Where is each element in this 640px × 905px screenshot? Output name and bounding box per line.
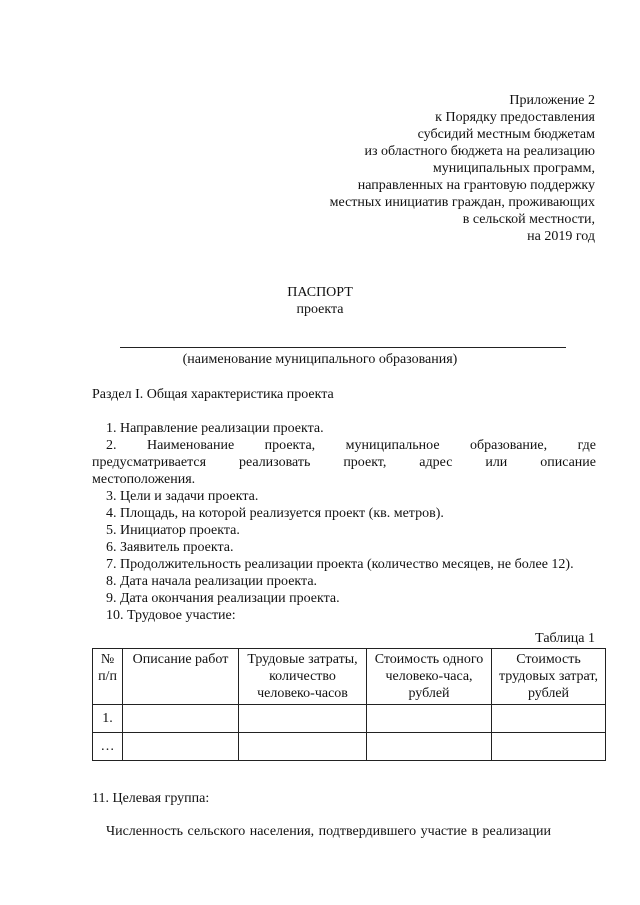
table-cell <box>367 705 492 733</box>
list-item: 6. Заявитель проекта. <box>106 540 234 555</box>
table-cell: … <box>93 733 123 761</box>
list-item: 4. Площадь, на которой реализуется проект (кв. метров). <box>106 506 444 521</box>
section-title: Раздел I. Общая характеристика проекта <box>92 387 334 402</box>
list-item: 10. Трудовое участие: <box>106 608 236 623</box>
municipality-caption: (наименование муниципального образования) <box>182 352 458 367</box>
header-work-description: Описание работ <box>123 649 239 705</box>
table-cell <box>239 733 367 761</box>
table-cell <box>239 705 367 733</box>
appendix-line: направленных на грантовую поддержку <box>357 178 595 193</box>
items-list <box>92 420 596 624</box>
appendix-line: на 2019 год <box>527 229 595 244</box>
appendix-line: из областного бюджета на реализацию <box>364 144 595 159</box>
header-number: № п/п <box>93 649 123 705</box>
table-caption: Таблица 1 <box>535 631 595 646</box>
population-paragraph: Численность сельского населения, подтвердившего участие в реализации <box>106 824 551 839</box>
table-cell <box>123 705 239 733</box>
header-hour-cost: Стоимость одного человеко-часа, рублей <box>367 649 492 705</box>
table-cell <box>492 733 606 761</box>
appendix-line: Приложение 2 <box>509 93 595 108</box>
appendix-block <box>330 92 595 245</box>
appendix-line: субсидий местным бюджетам <box>417 127 595 142</box>
appendix-line: муниципальных программ, <box>432 161 595 176</box>
list-item: 3. Цели и задачи проекта. <box>106 489 259 504</box>
labor-table <box>92 648 606 761</box>
list-item: 2. Наименование проекта, муниципальное образование, где предусматривается реализовать проект, адрес или описание местоположения. <box>92 438 596 487</box>
header-labor-cost: Стоимость трудовых затрат, рублей <box>492 649 606 705</box>
document-subtitle: проекта <box>296 302 344 317</box>
table-header-row <box>93 649 606 705</box>
list-item: 5. Инициатор проекта. <box>106 523 240 538</box>
appendix-line: к Порядку предоставления <box>435 110 595 125</box>
list-item: 1. Направление реализации проекта. <box>106 421 324 436</box>
table-cell <box>123 733 239 761</box>
appendix-line: местных инициатив граждан, проживающих <box>329 195 595 210</box>
table-cell <box>367 733 492 761</box>
target-group-heading: 11. Целевая группа: <box>92 791 210 806</box>
table-cell <box>492 705 606 733</box>
document-title: ПАСПОРТ <box>287 285 353 300</box>
header-labor-hours: Трудовые затраты, количество человеко-часов <box>239 649 367 705</box>
appendix-line: в сельской местности, <box>462 212 595 227</box>
list-item: 7. Продолжительность реализации проекта (количество месяцев, не более 12). <box>106 557 574 572</box>
table-cell: 1. <box>93 705 123 733</box>
municipality-underline <box>120 347 566 348</box>
table-row <box>93 733 606 761</box>
table-row <box>93 705 606 733</box>
list-item: 8. Дата начала реализации проекта. <box>106 574 318 589</box>
list-item: 9. Дата окончания реализации проекта. <box>106 591 340 606</box>
